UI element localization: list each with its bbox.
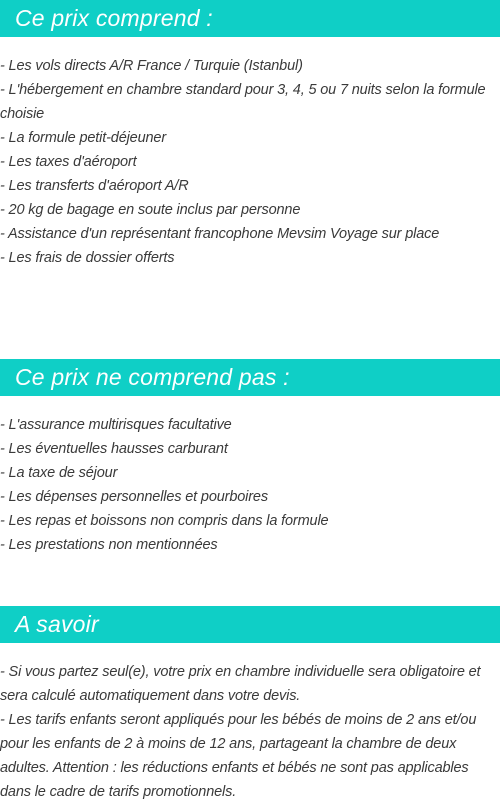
excludes-item: - La taxe de séjour bbox=[0, 465, 118, 481]
includes-title: Ce prix comprend : bbox=[15, 5, 213, 31]
info-paragraph-single-traveler: - Si vous partez seul(e), votre prix en chambre individuelle sera obligatoire et sera calculé automatiquement dans votre devis. bbox=[0, 664, 481, 704]
excludes-list bbox=[0, 413, 500, 557]
includes-item: - Les taxes d'aéroport bbox=[0, 154, 137, 170]
excludes-item: - Les prestations non mentionnées bbox=[0, 537, 218, 553]
includes-item: - La formule petit-déjeuner bbox=[0, 130, 167, 146]
excludes-item: - Les repas et boissons non compris dans la formule bbox=[0, 513, 329, 529]
includes-item: - Les vols directs A/R France / Turquie (Istanbul) bbox=[0, 58, 303, 74]
includes-item: - Les transferts d'aéroport A/R bbox=[0, 178, 189, 194]
excludes-section-header bbox=[0, 359, 500, 396]
excludes-item: - L'assurance multirisques facultative bbox=[0, 417, 232, 433]
includes-item: - 20 kg de bagage en soute inclus par personne bbox=[0, 202, 301, 218]
excludes-item: - Les dépenses personnelles et pourboires bbox=[0, 489, 268, 505]
includes-item: - L'hébergement en chambre standard pour 3, 4, 5 ou 7 nuits selon la formule choisie bbox=[0, 82, 486, 122]
includes-list bbox=[0, 54, 500, 270]
includes-item: - Assistance d'un représentant francophone Mevsim Voyage sur place bbox=[0, 226, 440, 242]
excludes-item: - Les éventuelles hausses carburant bbox=[0, 441, 228, 457]
includes-section-header bbox=[0, 0, 500, 37]
info-paragraph-child-rates: - Les tarifs enfants seront appliqués pour les bébés de moins de 2 ans et/ou pour les enfants de 2 à moins de 12 ans, partageant la chambre de deux adultes. Attention : les réductions enfants et bébés ne sont pas applicables dans le cadre de tarifs promotionnels. bbox=[0, 712, 477, 800]
info-section-header bbox=[0, 606, 500, 643]
excludes-title: Ce prix ne comprend pas : bbox=[15, 364, 290, 390]
info-title: A savoir bbox=[15, 611, 99, 637]
includes-item: - Les frais de dossier offerts bbox=[0, 250, 175, 266]
